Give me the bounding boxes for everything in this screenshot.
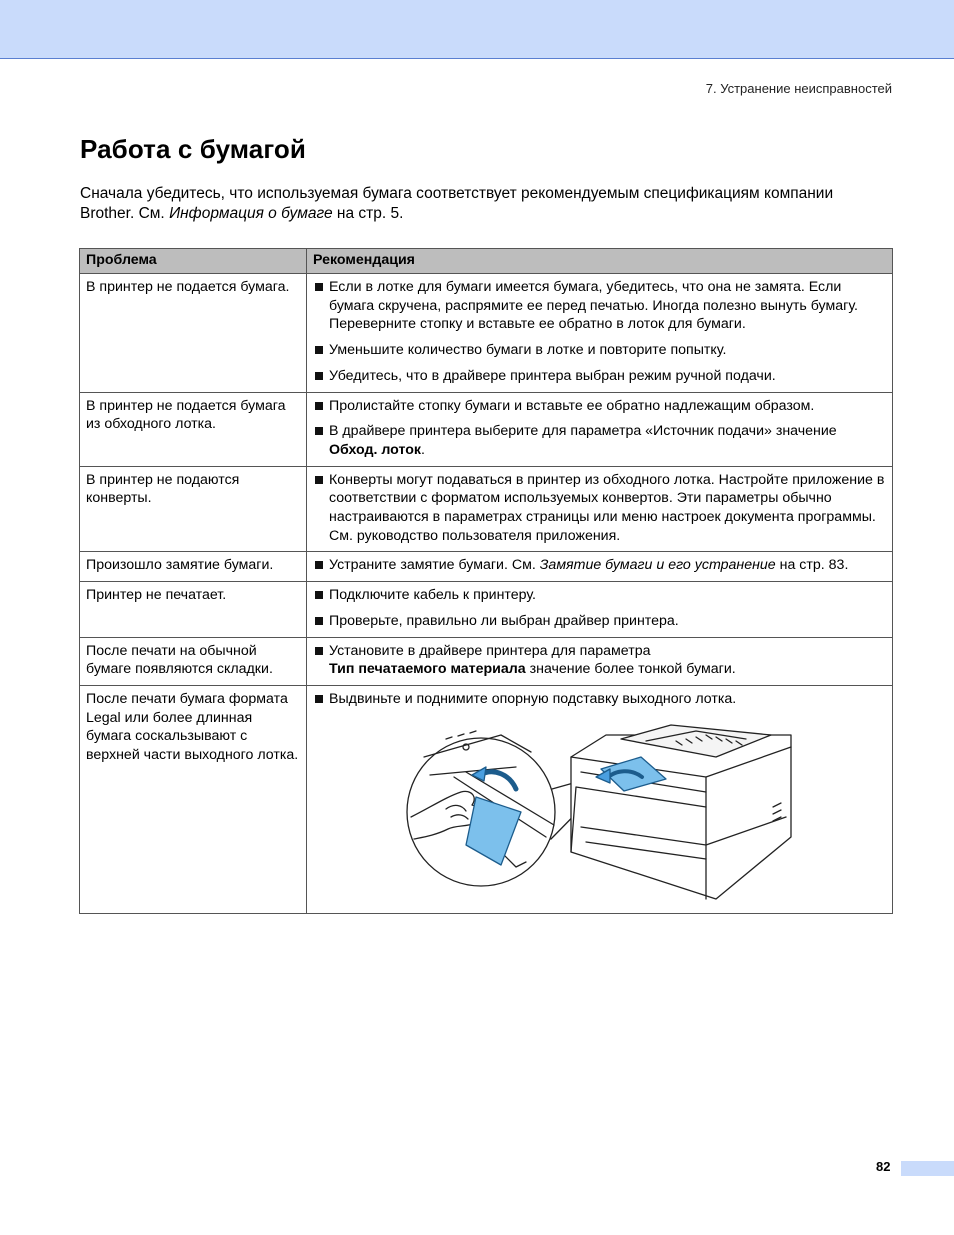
recommendation-item: Конверты могут подаваться в принтер из обходного лотка. Настройте приложение в соответствии с форматом используемых конвертов. Эти параметры обычно настраиваются в параметрах страницы или меню настроек документа программы. См. руководство пользователя приложения. bbox=[313, 471, 886, 546]
table-row bbox=[80, 466, 893, 552]
header-recommendation: Рекомендация bbox=[307, 249, 893, 274]
problem-cell: После печати бумага формата Legal или более длинная бумага соскальзывают с верхней части выходного лотка. bbox=[80, 685, 307, 913]
rec-text-end: на стр. 83. bbox=[775, 557, 849, 574]
table-row bbox=[80, 552, 893, 582]
recommendation-item bbox=[313, 642, 886, 679]
rec-bold-setting: Тип печатаемого материала bbox=[329, 661, 526, 678]
table-row bbox=[80, 685, 893, 913]
printer-output-tray-support-illustration bbox=[406, 717, 801, 902]
rec-text-end: значение более тонкой бумаги. bbox=[525, 661, 736, 678]
page-number: 82 bbox=[876, 1159, 891, 1174]
page-title: Работа с бумагой bbox=[80, 134, 306, 164]
rec-text: Установите в драйвере принтера для параметра bbox=[329, 642, 651, 659]
troubleshooting-table bbox=[79, 248, 893, 914]
top-band bbox=[0, 0, 954, 59]
header-problem: Проблема bbox=[80, 249, 307, 274]
recommendation-item: Пролистайте стопку бумаги и вставьте ее обратно надлежащим образом. bbox=[313, 397, 886, 416]
recommendation-cell bbox=[307, 582, 893, 637]
chapter-header: 7. Устранение неисправностей bbox=[705, 81, 892, 96]
rec-text-end: . bbox=[421, 441, 425, 458]
recommendation-cell bbox=[307, 466, 893, 552]
problem-cell: После печати на обычной бумаге появляются складки. bbox=[80, 637, 307, 685]
problem-cell: Произошло замятие бумаги. bbox=[80, 552, 307, 582]
recommendation-cell bbox=[307, 392, 893, 466]
recommendation-item: Проверьте, правильно ли выбран драйвер принтера. bbox=[313, 612, 886, 631]
recommendation-list bbox=[313, 278, 886, 386]
recommendation-cell bbox=[307, 274, 893, 393]
problem-cell: В принтер не подается бумага. bbox=[80, 274, 307, 393]
recommendation-cell bbox=[307, 637, 893, 685]
recommendation-cell bbox=[307, 552, 893, 582]
intro-reference-link[interactable]: Информация о бумаге bbox=[169, 205, 333, 222]
recommendation-item: Выдвиньте и поднимите опорную подставку выходного лотка. bbox=[313, 690, 886, 709]
table-row bbox=[80, 637, 893, 685]
recommendation-item: Убедитесь, что в драйвере принтера выбран режим ручной подачи. bbox=[313, 367, 886, 386]
footer-tab bbox=[901, 1161, 954, 1176]
recommendation-item bbox=[313, 422, 886, 459]
recommendation-list bbox=[313, 642, 886, 679]
recommendation-item bbox=[313, 556, 886, 575]
recommendation-list bbox=[313, 586, 886, 630]
problem-cell: Принтер не печатает. bbox=[80, 582, 307, 637]
recommendation-item: Если в лотке для бумаги имеется бумага, убедитесь, что она не замята. Если бумага скручена, распрямите ее перед печатью. Иногда полезно вынуть бумагу. Переверните стопку и вставьте ее обратно в лоток для бумаги. bbox=[313, 278, 886, 334]
table-header-row bbox=[80, 249, 893, 274]
intro-paragraph bbox=[80, 184, 880, 224]
recommendation-item: Подключите кабель к принтеру. bbox=[313, 586, 886, 605]
table-row bbox=[80, 392, 893, 466]
recommendation-list bbox=[313, 471, 886, 546]
recommendation-cell bbox=[307, 685, 893, 913]
table-row bbox=[80, 582, 893, 637]
intro-text: Сначала убедитесь, что используемая бумага соответствует рекомендуемым спецификациям компании Brother. См. bbox=[80, 185, 834, 222]
rec-text: Устраните замятие бумаги. См. bbox=[329, 557, 540, 574]
recommendation-list bbox=[313, 690, 886, 709]
printer-illustration bbox=[406, 717, 886, 908]
recommendation-list bbox=[313, 397, 886, 460]
problem-cell: В принтер не подается бумага из обходного лотка. bbox=[80, 392, 307, 466]
rec-text: В драйвере принтера выберите для параметра «Источник подачи» значение bbox=[329, 423, 837, 440]
recommendation-list bbox=[313, 556, 886, 575]
rec-reference-link[interactable]: Замятие бумаги и его устранение bbox=[539, 557, 776, 574]
intro-text-end: на стр. 5. bbox=[332, 205, 404, 222]
rec-bold-setting: Обход. лоток bbox=[329, 441, 422, 458]
problem-cell: В принтер не подаются конверты. bbox=[80, 466, 307, 552]
table-row bbox=[80, 274, 893, 393]
recommendation-item: Уменьшите количество бумаги в лотке и повторите попытку. bbox=[313, 341, 886, 360]
